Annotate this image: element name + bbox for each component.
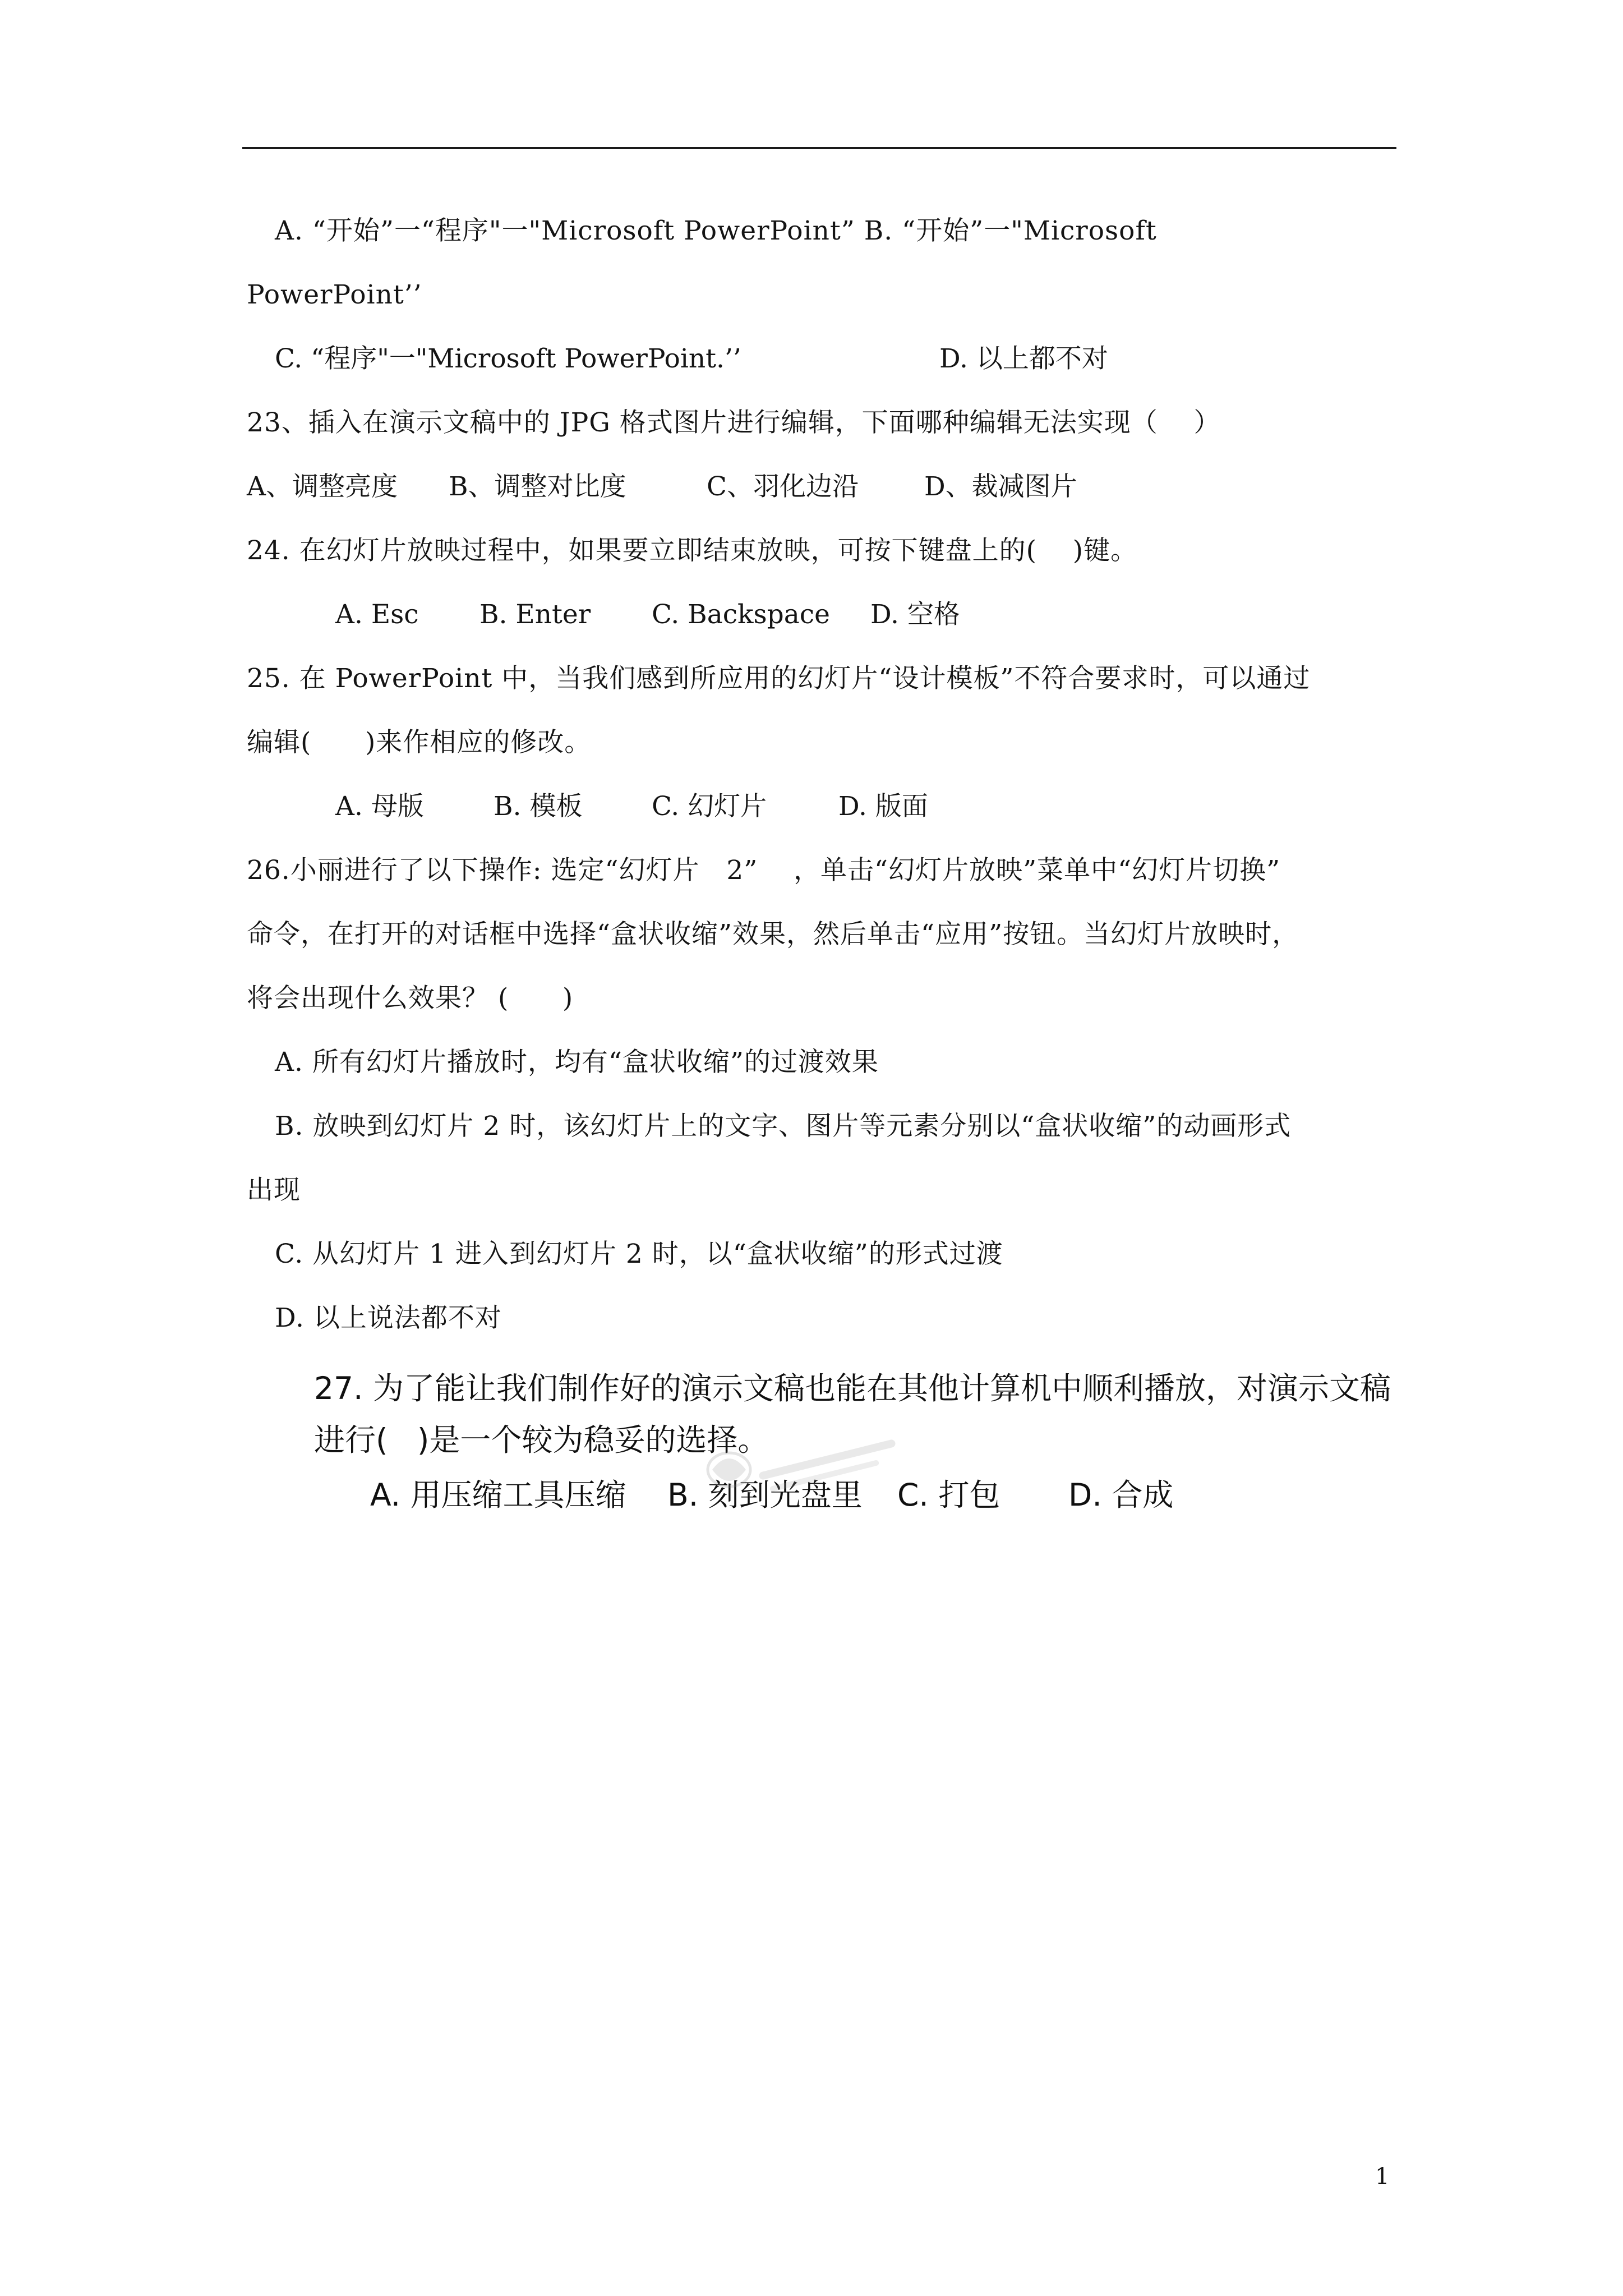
header-rule — [242, 147, 1396, 149]
q25-option-b: B. 模板 — [494, 791, 583, 822]
q22-options-line1: A. “开始”一“程序"一"Microsoft PowerPoint” B. “开始”一"Microsoft — [275, 215, 1157, 246]
q24-option-b: B. Enter — [479, 599, 591, 630]
q22-options-line2: PowerPoint’’ — [247, 279, 422, 310]
q27-stem-line1: 27. 为了能让我们制作好的演示文稿也能在其他计算机中顺利播放，对演示文稿 — [314, 1370, 1391, 1406]
watermark-logo — [690, 1425, 925, 1509]
q24-option-c: C. Backspace — [652, 599, 830, 630]
q23-stem: 23、插入在演示文稿中的 JPG 格式图片进行编辑，下面哪种编辑无法实现（ ） — [247, 407, 1221, 438]
q26-option-b-line1: B. 放映到幻灯片 2 时，该幻灯片上的文字、图片等元素分别以“盒状收缩”的动画形式 — [275, 1111, 1292, 1142]
q23-option-b: B、调整对比度 — [449, 471, 626, 502]
q26-option-d: D. 以上说法都不对 — [275, 1303, 502, 1333]
q26-option-b-line2: 出现 — [247, 1175, 301, 1205]
q27-option-d: D. 合成 — [1068, 1477, 1174, 1513]
q26-stem-line1: 26.小丽进行了以下操作: 选定“幻灯片 2” ，单击“幻灯片放映”菜单中“幻灯片切换” — [247, 855, 1281, 886]
q27-option-c: C. 打包 — [897, 1477, 1000, 1513]
q22-option-c: C. “程序"一"Microsoft PowerPoint.’’ — [275, 343, 741, 374]
q24-option-d: D. 空格 — [870, 599, 960, 630]
q22-option-d: D. 以上都不对 — [939, 343, 1108, 374]
q27-option-b: B. 刻到光盘里 — [667, 1477, 863, 1513]
q25-stem-line1: 25. 在 PowerPoint 中，当我们感到所应用的幻灯片“设计模板”不符合要求时，可以通过 — [247, 663, 1311, 694]
q25-option-a: A. 母版 — [335, 791, 424, 822]
q24-stem: 24. 在幻灯片放映过程中，如果要立即结束放映，可按下键盘上的( )键。 — [247, 535, 1138, 566]
q27-stem-line2: 进行( )是一个较为稳妥的选择。 — [314, 1422, 769, 1458]
q23-option-c: C、羽化边沿 — [707, 471, 859, 502]
q25-option-c: C. 幻灯片 — [652, 791, 767, 822]
q27-option-a: A. 用压缩工具压缩 — [370, 1477, 626, 1513]
q26-option-c: C. 从幻灯片 1 进入到幻灯片 2 时，以“盒状收缩”的形式过渡 — [275, 1239, 1003, 1269]
q23-option-d: D、裁减图片 — [924, 471, 1077, 502]
page-number: 1 — [1375, 2164, 1390, 2189]
q25-stem-line2: 编辑( )来作相应的修改。 — [247, 727, 592, 758]
q26-option-a: A. 所有幻灯片播放时，均有“盒状收缩”的过渡效果 — [275, 1047, 879, 1078]
q24-option-a: A. Esc — [335, 599, 419, 630]
q25-option-d: D. 版面 — [838, 791, 928, 822]
q26-stem-line2: 命令，在打开的对话框中选择“盒状收缩”效果，然后单击“应用”按钮。当幻灯片放映时， — [247, 919, 1299, 950]
q23-option-a: A、调整亮度 — [247, 471, 398, 502]
q26-stem-line3: 将会出现什么效果？ ( ) — [247, 983, 574, 1014]
